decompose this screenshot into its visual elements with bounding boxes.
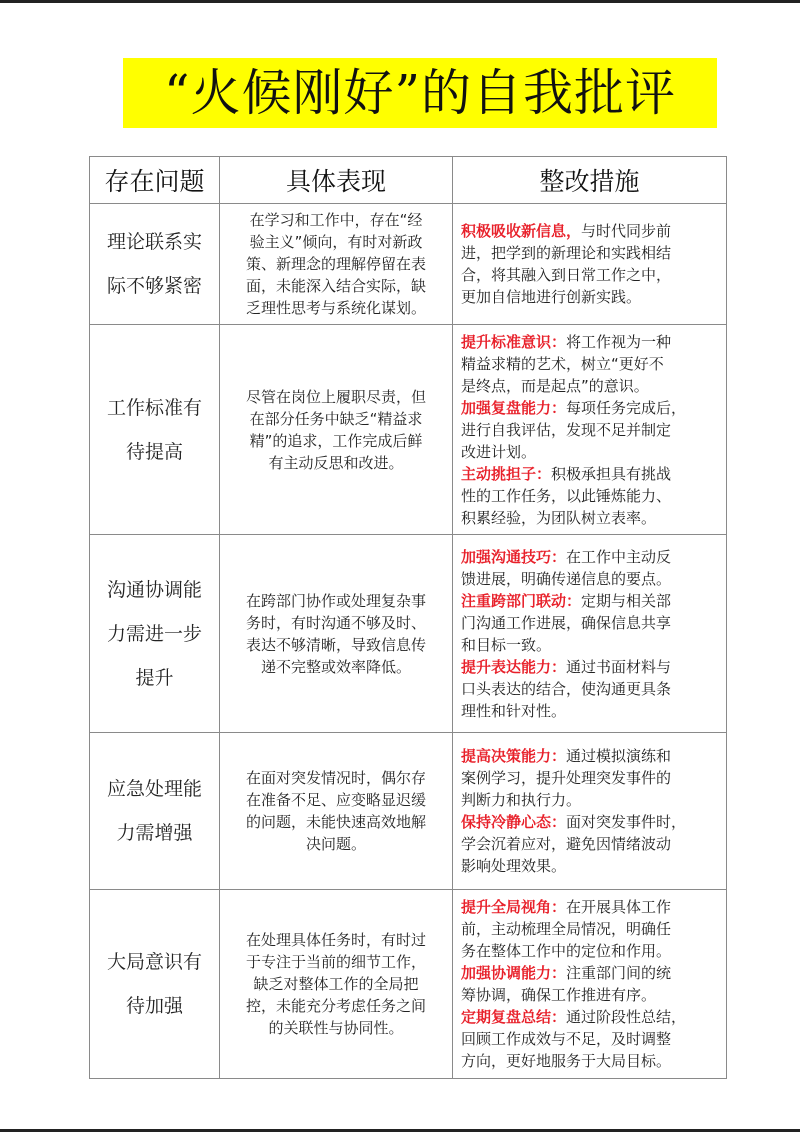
measure-text: 将工作视为一种 (566, 332, 672, 351)
measure-keyword: 加强复盘能力： (461, 398, 567, 417)
header-issue: 存在问题 (90, 157, 220, 204)
measure-keyword: 提高决策能力： (461, 747, 567, 765)
detail-line: 乏理性思考与系统化谋划。 (245, 299, 426, 317)
measure-line: 和目标一致。 (461, 635, 552, 654)
measure-keyword: 加强沟通技巧： (461, 547, 567, 566)
measure-keyword: 提升全局视角： (461, 898, 567, 916)
header-detail: 具体表现 (220, 157, 453, 204)
detail-line: 决问题。 (305, 835, 366, 853)
measure-line: 筹协调，确保工作推进有序。 (461, 986, 657, 1004)
measure-text: 注重部门间的统 (566, 964, 672, 982)
measure-line: 改进计划。 (461, 442, 537, 461)
detail-line: 表达不够清晰，导致信息传 (245, 635, 426, 654)
detail-line: 在处理具体任务时，有时过 (245, 931, 426, 949)
header-measures: 整改措施 (453, 157, 727, 204)
measure-line (461, 397, 720, 419)
measure-line (461, 590, 720, 612)
issue-line: 工作标准有 (106, 396, 202, 419)
issue-line: 力需增强 (116, 822, 193, 844)
issue-line: 大局意识有 (106, 951, 202, 973)
measure-line: 影响处理效果。 (461, 857, 567, 875)
measure-line (461, 331, 720, 353)
issue-line: 应急处理能 (106, 778, 202, 800)
detail-line: 尽管在岗位上履职尽责，但 (245, 387, 426, 406)
issue-line: 际不够紧密 (106, 275, 202, 297)
detail-line: 在跨部门协作或处理复杂事 (245, 591, 426, 610)
measure-text: 在开展具体工作 (566, 898, 672, 916)
issue-cell (90, 204, 220, 325)
table-row (90, 535, 727, 733)
issue-cell (90, 890, 220, 1079)
measure-keyword: 提升标准意识： (461, 332, 567, 351)
measure-text: 每项任务完成后， (566, 398, 687, 417)
top-edge-line (0, 0, 800, 3)
measure-line: 务在整体工作中的定位和作用。 (461, 942, 672, 960)
measure-line: 进行自我评估，发现不足并制定 (461, 420, 672, 439)
measure-text: 通过书面材料与 (566, 657, 672, 676)
measure-line: 前，主动梳理全局情况，明确任 (461, 920, 672, 938)
measure-keyword: 积极吸收新信息， (461, 222, 582, 240)
issue-cell (90, 733, 220, 890)
measure-keyword: 保持冷静心态： (461, 813, 567, 831)
measure-line (461, 656, 720, 678)
measure-line (461, 745, 720, 767)
detail-line: 精”的追求，工作完成后鲜 (249, 431, 423, 450)
measure-line: 学会沉着应对，避免因情绪波动 (461, 835, 672, 853)
detail-line: 控，未能充分考虑任务之间 (245, 997, 426, 1015)
measure-text: 积极承担具有挑战 (551, 464, 672, 483)
detail-line: 在部分任务中缺乏“精益求 (249, 409, 423, 428)
measures-cell (453, 890, 727, 1079)
detail-cell (220, 733, 453, 890)
detail-line: 递不完整或效率降低。 (260, 657, 411, 676)
measure-line (461, 1006, 720, 1028)
measure-line (461, 220, 720, 242)
issue-line: 理论联系实 (106, 231, 202, 253)
measure-line (461, 811, 720, 833)
measure-line: 门沟通工作进展，确保信息共享 (461, 613, 672, 632)
issue-cell (90, 535, 220, 733)
table-row (90, 325, 727, 535)
detail-line: 务时，有时沟通不够及时、 (245, 613, 426, 632)
measures-cell (453, 535, 727, 733)
table-row (90, 890, 727, 1079)
measure-text: 通过模拟演练和 (566, 747, 672, 765)
measure-text: 与时代同步前 (581, 222, 672, 240)
measures-cell (453, 204, 727, 325)
measure-line: 精益求精的艺术，树立“更好不 (461, 354, 664, 373)
detail-line: 在面对突发情况时，偶尔存 (245, 769, 426, 787)
measure-keyword: 加强协调能力： (461, 964, 567, 982)
table-row (90, 733, 727, 890)
issue-line: 提升 (135, 666, 174, 689)
measure-keyword: 提升表达能力： (461, 657, 567, 676)
detail-line: 验主义”倾向，有时对新政 (249, 233, 423, 251)
issue-line: 沟通协调能 (106, 578, 202, 601)
detail-line: 的关联性与协同性。 (268, 1019, 404, 1037)
measure-line: 积累经验，为团队树立表率。 (461, 508, 657, 527)
measure-line: 判断力和执行力。 (461, 791, 582, 809)
measure-line: 馈进展，明确传递信息的要点。 (461, 569, 672, 588)
detail-cell (220, 204, 453, 325)
measure-line: 合，将其融入到日常工作之中， (461, 266, 672, 284)
issue-line: 待提高 (125, 440, 183, 463)
issue-cell (90, 325, 220, 535)
detail-line: 面，未能深入结合实际，缺 (245, 277, 426, 295)
measure-line: 性的工作任务，以此锤炼能力、 (461, 486, 672, 505)
page-title: “火候刚好”的自我批评 (163, 64, 677, 122)
issue-line: 待加强 (125, 995, 183, 1017)
detail-line: 于专注于当前的细节工作， (245, 953, 426, 971)
detail-line: 有主动反思和改进。 (268, 453, 404, 472)
measure-line (461, 546, 720, 568)
measure-line (461, 463, 720, 485)
measure-text: 通过阶段性总结， (566, 1008, 687, 1026)
measure-line: 理性和针对性。 (461, 701, 567, 720)
detail-line: 策、新理念的理解停留在表 (245, 255, 426, 273)
measures-cell (453, 325, 727, 535)
measure-line (461, 962, 720, 984)
title-banner (123, 58, 717, 128)
detail-line: 的问题，未能快速高效地解 (245, 813, 426, 831)
detail-line: 缺乏对整体工作的全局把 (253, 975, 419, 993)
measure-text: 定期与相关部 (581, 591, 672, 610)
detail-cell (220, 535, 453, 733)
measure-line (461, 896, 720, 918)
measure-text: 在工作中主动反 (566, 547, 672, 566)
measure-line: 是终点，而是起点”的意识。 (461, 376, 649, 395)
measure-text: 面对突发事件时， (566, 813, 687, 831)
detail-line: 在学习和工作中，存在“经 (249, 211, 423, 229)
measure-line: 案例学习，提升处理突发事件的 (461, 769, 672, 787)
table-row (90, 204, 727, 325)
measure-line: 口头表达的结合，使沟通更具条 (461, 679, 672, 698)
self-criticism-table (89, 156, 727, 1079)
measure-keyword: 主动挑担子： (461, 464, 552, 483)
measure-keyword: 注重跨部门联动： (461, 591, 582, 610)
detail-cell (220, 890, 453, 1079)
table-header-row (90, 157, 727, 204)
detail-line: 在准备不足、应变略显迟缓 (245, 791, 426, 809)
measures-cell (453, 733, 727, 890)
detail-cell (220, 325, 453, 535)
measure-line: 回顾工作成效与不足，及时调整 (461, 1030, 672, 1048)
measure-line: 更加自信地进行创新实践。 (461, 288, 642, 306)
measure-line: 方向，更好地服务于大局目标。 (461, 1052, 672, 1070)
measure-keyword: 定期复盘总结： (461, 1008, 567, 1026)
measure-line: 进，把学到的新理论和实践相结 (461, 244, 672, 262)
issue-line: 力需进一步 (106, 622, 202, 645)
